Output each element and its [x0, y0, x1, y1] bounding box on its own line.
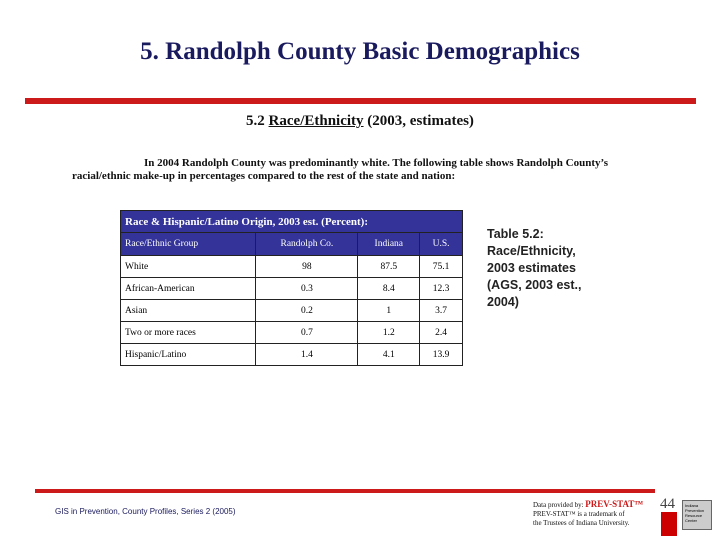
column-header: Race/Ethnic Group	[121, 233, 256, 256]
caption-line: (AGS, 2003 est.,	[487, 278, 582, 292]
table-caption: Race & Hispanic/Latino Origin, 2003 est. (Percent):	[121, 211, 463, 233]
table-cell: African-American	[121, 278, 256, 300]
table-cell: White	[121, 256, 256, 278]
table-cell: 3.7	[420, 300, 463, 322]
indiana-map-icon	[661, 512, 677, 536]
slide-number: 44	[660, 496, 675, 512]
table-cell: 2.4	[420, 322, 463, 344]
credit-brand: PREV-STAT™	[585, 499, 644, 509]
table-row	[121, 322, 463, 344]
credit-line: PREV-STAT™ is a trademark of	[533, 510, 625, 518]
table-header-row	[121, 233, 463, 256]
table-cell: 4.1	[358, 344, 420, 366]
iprc-logo: Indiana Prevention Resource Center	[682, 500, 712, 530]
table-cell: 1.2	[358, 322, 420, 344]
data-credit	[533, 500, 643, 528]
table-cell: 1	[358, 300, 420, 322]
caption-line: Table 5.2:	[487, 227, 544, 241]
table-cell: 13.9	[420, 344, 463, 366]
table-row	[121, 344, 463, 366]
table-cell: 1.4	[256, 344, 358, 366]
table-cell: Two or more races	[121, 322, 256, 344]
table-cell: 98	[256, 256, 358, 278]
column-header: Randolph Co.	[256, 233, 358, 256]
caption-line: Race/Ethnicity,	[487, 244, 576, 258]
column-header: Indiana	[358, 233, 420, 256]
table-cell: 87.5	[358, 256, 420, 278]
footer-text: GIS in Prevention, County Profiles, Series 2 (2005)	[55, 507, 236, 516]
subtitle-link[interactable]: Race/Ethnicity	[268, 113, 364, 129]
footer-divider	[35, 489, 655, 493]
table-cell: 8.4	[358, 278, 420, 300]
table-cell: 0.2	[256, 300, 358, 322]
caption-line: 2003 estimates	[487, 261, 576, 275]
table-row	[121, 278, 463, 300]
caption-line: 2004)	[487, 295, 519, 309]
credit-prefix: Data provided by:	[533, 501, 586, 509]
table-side-caption	[487, 226, 607, 311]
table-cell: 0.3	[256, 278, 358, 300]
column-header: U.S.	[420, 233, 463, 256]
table-cell: 12.3	[420, 278, 463, 300]
table-cell: Hispanic/Latino	[121, 344, 256, 366]
slide-title: 5. Randolph County Basic Demographics	[140, 38, 580, 65]
table-row	[121, 300, 463, 322]
table-cell: 75.1	[420, 256, 463, 278]
paragraph-line: In 2004 Randolph County was predominantly white. The following table shows Randolph County’s	[144, 157, 609, 169]
table-cell: Asian	[121, 300, 256, 322]
subtitle-suffix: (2003, estimates)	[363, 113, 474, 129]
section-subtitle	[0, 113, 720, 130]
intro-paragraph	[72, 157, 672, 183]
table-row	[121, 256, 463, 278]
table-cell: 0.7	[256, 322, 358, 344]
subtitle-number: 5.2	[246, 113, 269, 129]
demographics-table	[120, 210, 463, 366]
credit-line: the Trustees of Indiana University.	[533, 519, 630, 527]
paragraph-line: racial/ethnic make-up in percentages compared to the rest of the state and nation:	[72, 170, 456, 182]
title-divider	[25, 98, 696, 104]
